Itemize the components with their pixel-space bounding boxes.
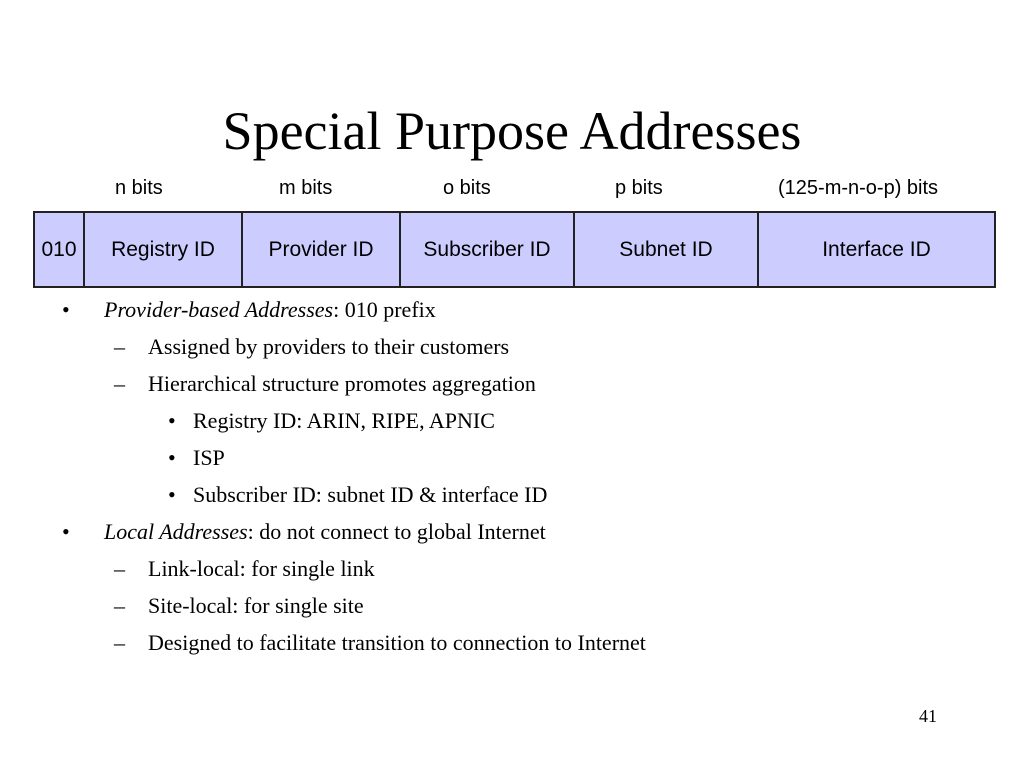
field-provider-id: Provider ID [268,237,374,261]
bits-label-m: m bits [279,177,333,199]
bullet-text: ISP [193,445,225,470]
bits-label-o: o bits [443,177,491,199]
field-interface-id: Interface ID [822,237,931,261]
bits-label-n: n bits [115,177,163,199]
bullet-text: Hierarchical structure promotes aggregation [148,371,536,396]
bullet-marker: – [114,556,125,581]
bullet-text: Link-local: for single link [148,556,375,581]
address-format-diagram [33,211,996,288]
bullet-marker: – [114,334,125,359]
field-registry-id: Registry ID [111,237,215,261]
bullet-text: : do not connect to global Internet [247,519,546,544]
bits-label-p: p bits [615,177,663,199]
bullet-text: Registry ID: ARIN, RIPE, APNIC [193,408,495,433]
bullet-text: : 010 prefix [333,297,436,322]
bits-label-interface: (125-m-n-o-p) bits [778,177,939,199]
bullet-marker: – [114,630,125,655]
field-subnet-id: Subnet ID [619,237,713,261]
bullet-marker: – [114,371,125,396]
bullet-emphasis: Provider-based Addresses [104,297,334,322]
bullet-marker: • [168,445,176,470]
bullet-text: Assigned by providers to their customers [148,334,510,359]
bullet-text: Subscriber ID: subnet ID & interface ID [193,482,548,507]
slide-title: Special Purpose Addresses [222,101,802,161]
bullet-text: Site-local: for single site [148,593,364,618]
bullet-text: Designed to facilitate transition to connection to Internet [148,630,646,655]
page-number: 41 [919,706,937,726]
bullet-marker: • [62,297,70,322]
bullet-marker: • [168,408,176,433]
field-prefix: 010 [41,237,77,261]
bullet-marker: • [62,519,70,544]
bullet-emphasis: Local Addresses [104,519,248,544]
bullet-marker: • [168,482,176,507]
bullet-marker: – [114,593,125,618]
field-subscriber-id: Subscriber ID [423,237,551,261]
